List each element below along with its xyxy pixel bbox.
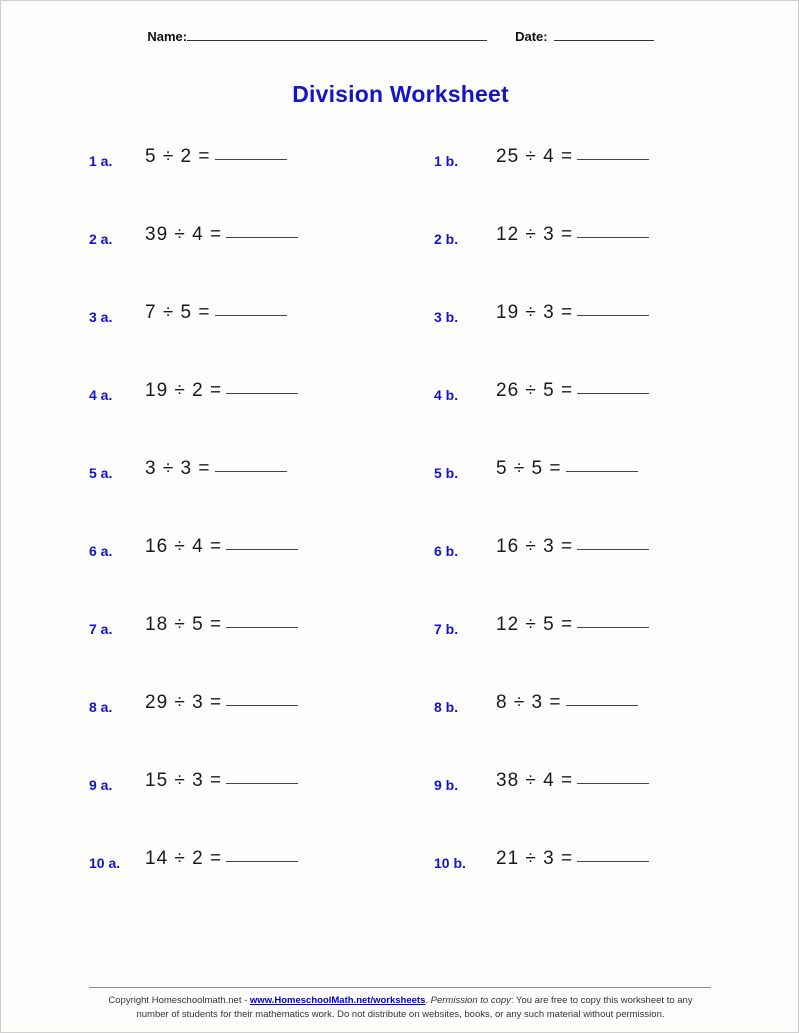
problem-expression: 8 ÷ 3 = (496, 692, 562, 713)
problem-expression: 12 ÷ 5 = (496, 614, 574, 635)
answer-blank[interactable] (566, 692, 638, 706)
problem-expression: 21 ÷ 3 = (496, 848, 574, 869)
problem-expression: 14 ÷ 2 = (145, 848, 223, 869)
problem-expression: 16 ÷ 4 = (145, 536, 223, 557)
problem-number: 6 a. (89, 543, 113, 559)
answer-blank[interactable] (577, 302, 649, 316)
problem-5a (89, 458, 434, 536)
answer-blank[interactable] (226, 692, 298, 706)
problem-number: 8 b. (434, 699, 459, 715)
problem-3a (89, 302, 434, 380)
problem-expression: 5 ÷ 2 = (145, 146, 211, 167)
problem-2b (434, 224, 779, 302)
problem-9b (434, 770, 779, 848)
problem-expression: 5 ÷ 5 = (496, 458, 562, 479)
answer-blank[interactable] (226, 536, 298, 550)
problem-6b (434, 536, 779, 614)
problem-8b (434, 692, 779, 770)
problem-5b (434, 458, 779, 536)
problem-number: 4 b. (434, 387, 459, 403)
problem-6a (89, 536, 434, 614)
answer-blank[interactable] (566, 458, 638, 472)
problem-2a (89, 224, 434, 302)
problem-number: 10 b. (434, 855, 466, 871)
problem-10a (89, 848, 434, 926)
footer-line-1 (1, 994, 799, 1008)
problem-number: 2 a. (89, 231, 113, 247)
answer-blank[interactable] (226, 848, 298, 862)
answer-blank[interactable] (577, 146, 649, 160)
answer-blank[interactable] (577, 848, 649, 862)
problem-number: 5 b. (434, 465, 459, 481)
problem-1b (434, 146, 779, 224)
answer-blank[interactable] (577, 536, 649, 550)
problem-3b (434, 302, 779, 380)
footer-divider (89, 987, 711, 988)
homeschoolmath-link[interactable]: www.HomeschoolMath.net/worksheets (249, 995, 426, 1006)
problem-number: 3 a. (89, 309, 113, 325)
name-write-line[interactable] (187, 39, 487, 41)
answer-blank[interactable] (226, 770, 298, 784)
answer-blank[interactable] (577, 380, 649, 394)
problem-number: 4 a. (89, 387, 113, 403)
answer-blank[interactable] (226, 224, 298, 238)
spacer: . (425, 995, 431, 1006)
copyright-text: Copyright Homeschoolmath.net - (108, 995, 250, 1006)
problem-expression: 15 ÷ 3 = (145, 770, 223, 791)
permission-rest: : You are free to copy this worksheet to any (510, 995, 693, 1006)
problem-expression: 19 ÷ 2 = (145, 380, 223, 401)
problem-number: 10 a. (89, 855, 121, 871)
problem-1a (89, 146, 434, 224)
answer-blank[interactable] (215, 458, 287, 472)
problem-number: 9 a. (89, 777, 113, 793)
problem-expression: 39 ÷ 4 = (145, 224, 223, 245)
problem-7a (89, 614, 434, 692)
problem-number: 3 b. (434, 309, 459, 325)
problem-expression: 16 ÷ 3 = (496, 536, 574, 557)
problem-expression: 26 ÷ 5 = (496, 380, 574, 401)
answer-blank[interactable] (577, 224, 649, 238)
problem-10b (434, 848, 779, 926)
problem-expression: 12 ÷ 3 = (496, 224, 574, 245)
answer-blank[interactable] (215, 146, 287, 160)
date-label: Date: (515, 29, 548, 44)
problem-number: 1 a. (89, 153, 113, 169)
problem-number: 1 b. (434, 153, 459, 169)
problem-number: 8 a. (89, 699, 113, 715)
problem-number: 2 b. (434, 231, 459, 247)
problem-number: 7 a. (89, 621, 113, 637)
problem-9a (89, 770, 434, 848)
problem-expression: 3 ÷ 3 = (145, 458, 211, 479)
answer-blank[interactable] (226, 380, 298, 394)
problem-number: 7 b. (434, 621, 459, 637)
answer-blank[interactable] (226, 614, 298, 628)
problem-expression: 38 ÷ 4 = (496, 770, 574, 791)
footer-line-2: number of students for their mathematics work. Do not distribute on websites, books, or any such material without permission. (136, 1008, 665, 1020)
date-write-line[interactable] (554, 39, 654, 41)
problem-expression: 29 ÷ 3 = (145, 692, 223, 713)
problem-expression: 18 ÷ 5 = (145, 614, 223, 635)
answer-blank[interactable] (577, 770, 649, 784)
answer-blank[interactable] (215, 302, 287, 316)
problem-4a (89, 380, 434, 458)
problem-number: 5 a. (89, 465, 113, 481)
problem-expression: 25 ÷ 4 = (496, 146, 574, 167)
footer-copyright (1, 994, 799, 1022)
problems-grid (1, 146, 799, 926)
answer-blank[interactable] (577, 614, 649, 628)
problem-expression: 19 ÷ 3 = (496, 302, 574, 323)
problem-number: 9 b. (434, 777, 459, 793)
problem-8a (89, 692, 434, 770)
problem-4b (434, 380, 779, 458)
problem-number: 6 b. (434, 543, 459, 559)
problem-expression: 7 ÷ 5 = (145, 302, 211, 323)
problem-7b (434, 614, 779, 692)
page-title: Division Worksheet (292, 81, 509, 107)
name-label: Name: (147, 29, 188, 44)
student-info-header (1, 29, 799, 44)
permission-italic: Permission to copy (430, 995, 511, 1006)
